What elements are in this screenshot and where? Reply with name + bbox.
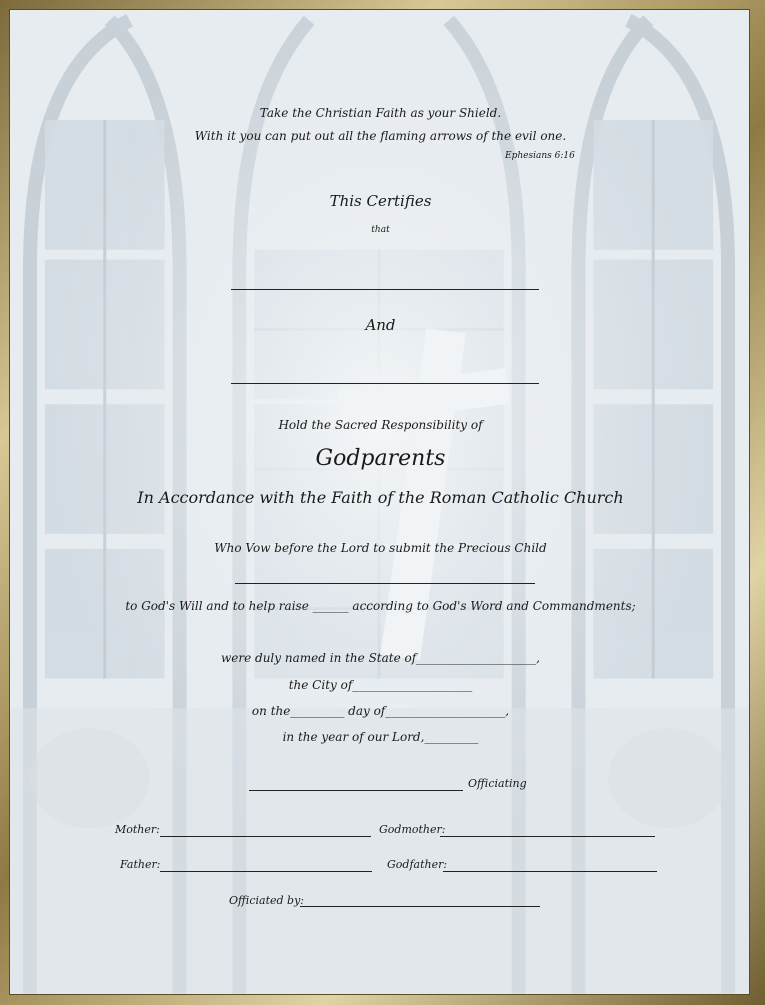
officiated-by-label: Officiated by:: [229, 894, 304, 907]
certificate-canvas: [9, 9, 750, 995]
vow-line: Who Vow before the Lord to submit the Precious Child: [214, 541, 547, 555]
godmother-label: Godmother:: [379, 823, 446, 836]
named-state-line: were duly named in the State of____________________,: [221, 651, 540, 665]
this-certifies: This Certifies: [329, 192, 432, 210]
verse-line-1: Take the Christian Faith as your Shield.: [259, 106, 502, 120]
year-line: in the year of our Lord,_________: [282, 730, 479, 744]
accordance-line: In Accordance with the Faith of the Roman Catholic Church: [137, 488, 624, 507]
mother-line: [160, 836, 371, 837]
godfather-label: Godfather:: [387, 858, 448, 871]
date-line: on the_________ day of____________________,: [251, 704, 510, 718]
verse-line-2: With it you can put out all the flaming arrows of the evil one.: [194, 129, 567, 143]
verse-citation: Ephesians 6:16: [505, 151, 575, 161]
child-name-line: [235, 583, 535, 584]
godfather-line: [443, 871, 657, 872]
father-line: [160, 871, 372, 872]
and-label: And: [365, 316, 396, 334]
father-label: Father:: [120, 858, 161, 871]
officiated-by-line: [300, 906, 540, 907]
godparent-2-line: [231, 383, 539, 384]
officiant-line: [249, 790, 463, 791]
godmother-line: [440, 836, 655, 837]
godparent-1-line: [231, 289, 539, 290]
gods-will-line: to God's Will and to help raise ______ according to God's Word and Commandments;: [125, 599, 636, 613]
officiating-label: Officiating: [468, 777, 527, 790]
certificate-text: [10, 10, 750, 995]
godparents-title: Godparents: [315, 446, 446, 471]
city-line: the City of____________________: [288, 678, 473, 692]
mother-label: Mother:: [115, 823, 160, 836]
hold-responsibility: Hold the Sacred Responsibility of: [278, 418, 483, 432]
that-label: that: [371, 225, 390, 235]
